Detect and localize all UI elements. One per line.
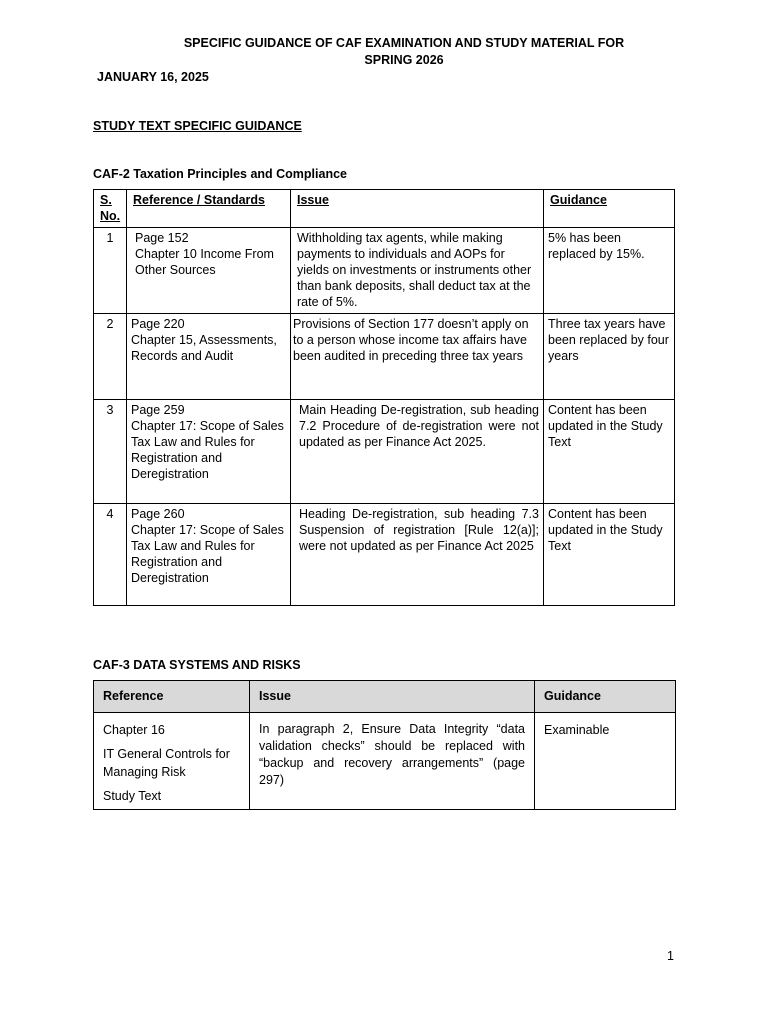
reference-page: Page 259 bbox=[131, 403, 185, 417]
caf3-table-title: CAF-3 DATA SYSTEMS AND RISKS bbox=[93, 658, 301, 672]
cell-guidance: Examinable bbox=[535, 713, 676, 810]
cell-reference bbox=[94, 713, 250, 810]
header-sn bbox=[94, 190, 127, 228]
table-row bbox=[94, 228, 675, 314]
caf3-guidance-table bbox=[93, 680, 676, 810]
header-guidance: Guidance bbox=[535, 681, 676, 713]
cell-sn: 4 bbox=[94, 504, 127, 606]
cell-guidance: Three tax years have been replaced by four years bbox=[544, 314, 675, 400]
cell-issue: Withholding tax agents, while making payments to individuals and AOPs for yields on investments or instruments other than bank deposits, shall deduct tax at the rate of 5%. bbox=[291, 228, 544, 314]
reference-chapter: Chapter 15, Assessments, Records and Audit bbox=[131, 333, 277, 363]
cell-issue: Heading De-registration, sub heading 7.3 Suspension of registration [Rule 12(a)]; were not updated as per Finance Act 2025 bbox=[291, 504, 544, 606]
reference-topic: IT General Controls for Managing Risk bbox=[103, 747, 230, 779]
document-title-line-1: SPECIFIC GUIDANCE OF CAF EXAMINATION AND STUDY MATERIAL FOR bbox=[183, 36, 625, 50]
header-issue: Issue bbox=[291, 190, 544, 228]
header-reference: Reference bbox=[94, 681, 250, 713]
reference-chapter: Chapter 10 Income From Other Sources bbox=[135, 247, 274, 277]
cell-sn: 1 bbox=[94, 228, 127, 314]
document-title bbox=[100, 35, 708, 69]
document-date: JANUARY 16, 2025 bbox=[97, 70, 209, 84]
header-sn-line-2: No. bbox=[100, 209, 121, 223]
caf2-guidance-table bbox=[93, 189, 675, 606]
reference-chapter: Chapter 17: Scope of Sales Tax Law and Rules for Registration and Deregistration bbox=[131, 419, 284, 481]
cell-guidance: Content has been updated in the Study Text bbox=[544, 504, 675, 606]
table-header-row bbox=[94, 190, 675, 228]
table-header-row bbox=[94, 681, 676, 713]
header-reference: Reference / Standards bbox=[127, 190, 291, 228]
cell-sn: 2 bbox=[94, 314, 127, 400]
reference-chapter: Chapter 17: Scope of Sales Tax Law and Rules for Registration and Deregistration bbox=[131, 523, 284, 585]
cell-reference bbox=[127, 504, 291, 606]
cell-issue: Main Heading De-registration, sub heading 7.2 Procedure of de-registration were not updated as per Finance Act 2025. bbox=[291, 400, 544, 504]
table-row bbox=[94, 713, 676, 810]
header-issue: Issue bbox=[250, 681, 535, 713]
reference-page: Page 260 bbox=[131, 507, 185, 521]
cell-issue: Provisions of Section 177 doesn’t apply on to a person whose income tax affairs have been audited in preceding three tax years bbox=[291, 314, 544, 400]
caf2-table-title: CAF-2 Taxation Principles and Compliance bbox=[93, 167, 347, 181]
table-row bbox=[94, 314, 675, 400]
cell-reference bbox=[127, 400, 291, 504]
header-guidance: Guidance bbox=[544, 190, 675, 228]
cell-sn: 3 bbox=[94, 400, 127, 504]
document-title-line-2: SPRING 2026 bbox=[364, 53, 444, 67]
cell-reference bbox=[127, 314, 291, 400]
cell-guidance: 5% has been replaced by 15%. bbox=[544, 228, 675, 314]
cell-guidance: Content has been updated in the Study Text bbox=[544, 400, 675, 504]
reference-page: Page 220 bbox=[131, 317, 185, 331]
cell-reference bbox=[127, 228, 291, 314]
reference-chapter: Chapter 16 bbox=[103, 723, 165, 737]
reference-source: Study Text bbox=[103, 789, 162, 803]
page-number: 1 bbox=[667, 949, 674, 963]
table-row bbox=[94, 504, 675, 606]
table-row bbox=[94, 400, 675, 504]
cell-issue: In paragraph 2, Ensure Data Integrity “data validation checks” should be replaced with “backup and recovery arrangements” (page 297) bbox=[250, 713, 535, 810]
reference-page: Page 152 bbox=[135, 231, 189, 245]
section-heading: STUDY TEXT SPECIFIC GUIDANCE bbox=[93, 119, 302, 133]
header-sn-line-1: S. bbox=[100, 193, 112, 207]
